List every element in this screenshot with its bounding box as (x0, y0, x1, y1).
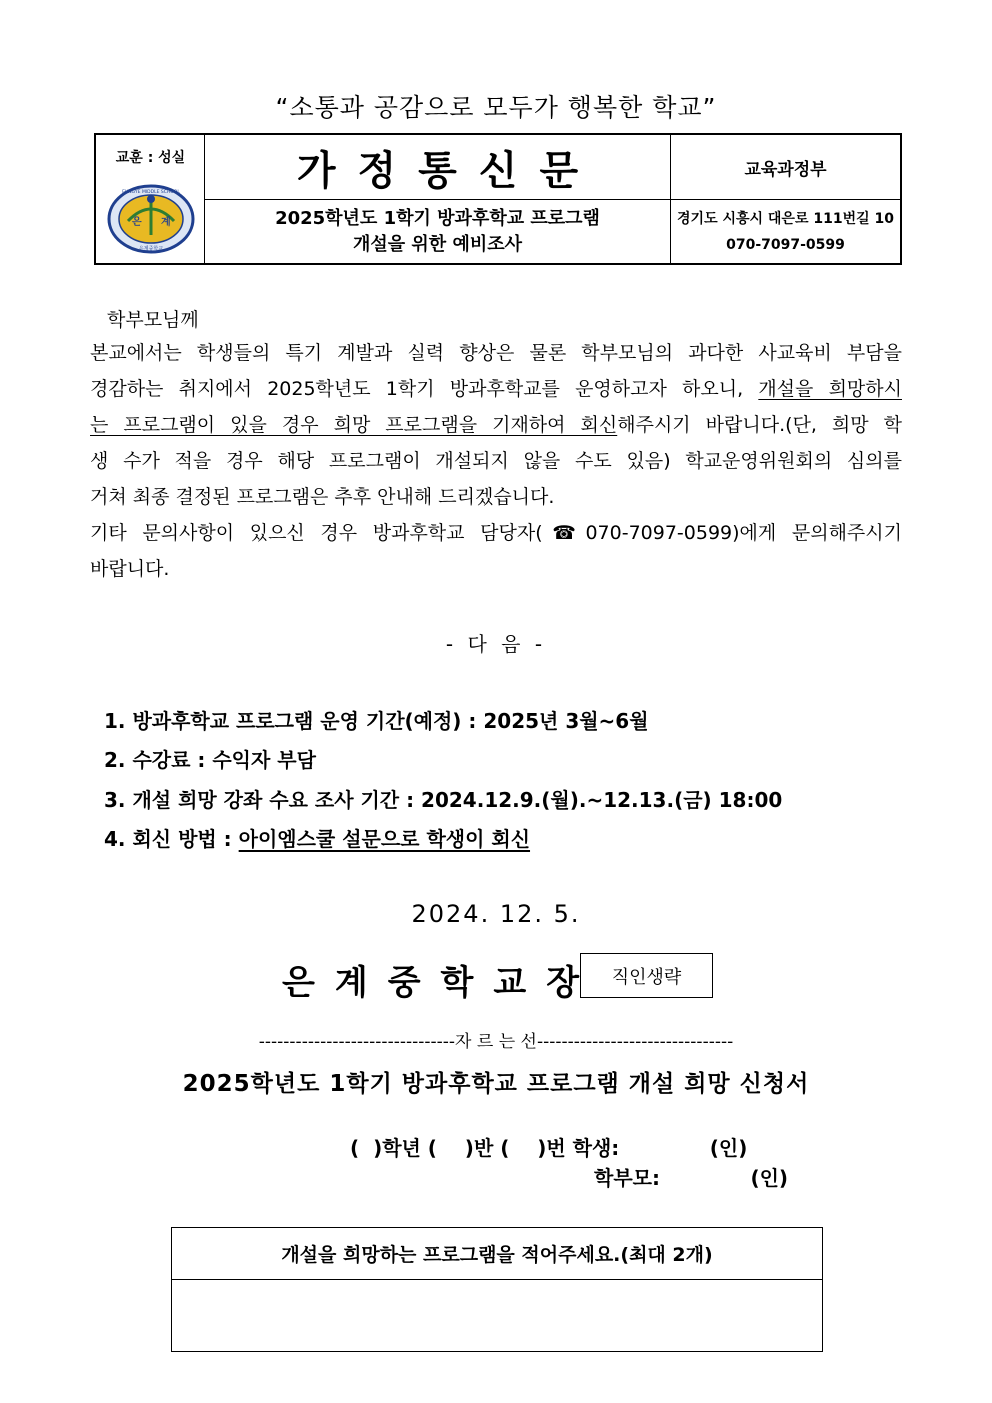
letter-line: 바랍니다. (90, 558, 170, 580)
school-contact (671, 200, 900, 263)
wish-table-header: 개설을 희망하는 프로그램을 적어주세요.(최대 2개) (172, 1228, 822, 1280)
department-name: 교육과정부 (671, 135, 900, 200)
section-heading: - 다 음 - (445, 632, 547, 656)
student-info-line[interactable]: ( )학년 ( )반 ( )번 학생: (인) (350, 1136, 748, 1160)
subject-line-2: 개설을 위한 예비조사 (352, 233, 523, 255)
school-motto: 교훈 : 성실 (115, 150, 186, 166)
newsletter-subject (205, 200, 671, 263)
letter-text: 해주시기 바랍니다.(단, 희망 학 (617, 414, 903, 436)
emblem-bottom-text: 은계중학교 (138, 246, 164, 252)
emblem-right-char: 계 (161, 217, 171, 228)
subject-line-1: 2025학년도 1학기 방과후학교 프로그램 (275, 207, 600, 229)
letter-line: 본교에서는 학생들의 특기 계발과 실력 향상은 물론 학부모님의 과다한 사교육비 부담을 (90, 342, 902, 364)
letter-line: 기타 문의사항이 있으신 경우 방과후학교 담당자(☎070-7097-0599)에게 문의해주시기 (90, 522, 902, 544)
issue-date: 2024. 12. 5. (411, 900, 581, 928)
school-phone: 070-7097-0599 (726, 236, 845, 253)
greeting: 학부모님께 (107, 309, 199, 331)
newsletter-header (94, 133, 902, 265)
program-wish-table (171, 1227, 823, 1352)
underlined-text: 개설을 희망하시 (758, 378, 902, 400)
info-item: 2. 수강료 : 수익자 부담 (104, 748, 316, 772)
motto-cell (96, 135, 205, 263)
info-item: 3. 개설 희망 강좌 수요 조사 기간 : 2024.12.9.(월).~12.13.(금) 18:00 (104, 788, 783, 812)
school-emblem-icon (106, 183, 196, 255)
cut-line: --------------------------------자 르 는 선-------------------------------- (258, 1032, 734, 1052)
letter-line (90, 371, 902, 407)
seal-box: 직인생략 (580, 953, 713, 998)
letter-line (90, 407, 902, 443)
letter-line: 거쳐 최종 결정된 프로그램은 추후 안내해 드리겠습니다. (90, 486, 555, 508)
newsletter-title: 가정통신문 (205, 135, 671, 200)
wish-entry-field[interactable] (172, 1280, 822, 1351)
principal-name: 은계중학교장 (282, 963, 600, 1003)
info-item: 1. 방과후학교 프로그램 운영 기간(예정) : 2025년 3월~6월 (104, 709, 649, 733)
emblem-top-text: EUNGYE MIDDLE SCHOOL (122, 190, 180, 195)
school-slogan: “소통과 공감으로 모두가 행복한 학교” (275, 93, 717, 122)
letter-line: 생 수가 적을 경우 해당 프로그램이 개설되지 않을 수도 있음) 학교운영위원회의 심의를 (90, 450, 902, 472)
info-item: 4. 회신 방법 : 아이엠스쿨 설문으로 학생이 회신 (104, 827, 531, 851)
letter-text: 경감하는 취지에서 2025학년도 1학기 방과후학교를 운영하고자 하오니, (90, 378, 759, 400)
underlined-text: 는 프로그램이 있을 경우 희망 프로그램을 기재하여 회신 (90, 414, 618, 436)
school-address: 경기도 시흥시 대은로 111번길 10 (677, 210, 894, 227)
reply-method: 아이엠스쿨 설문으로 학생이 회신 (238, 827, 531, 851)
form-title: 2025학년도 1학기 방과후학교 프로그램 개설 희망 신청서 (182, 1071, 810, 1097)
parent-info-line[interactable]: 학부모: (인) (594, 1166, 789, 1190)
emblem-left-char: 은 (132, 217, 142, 228)
